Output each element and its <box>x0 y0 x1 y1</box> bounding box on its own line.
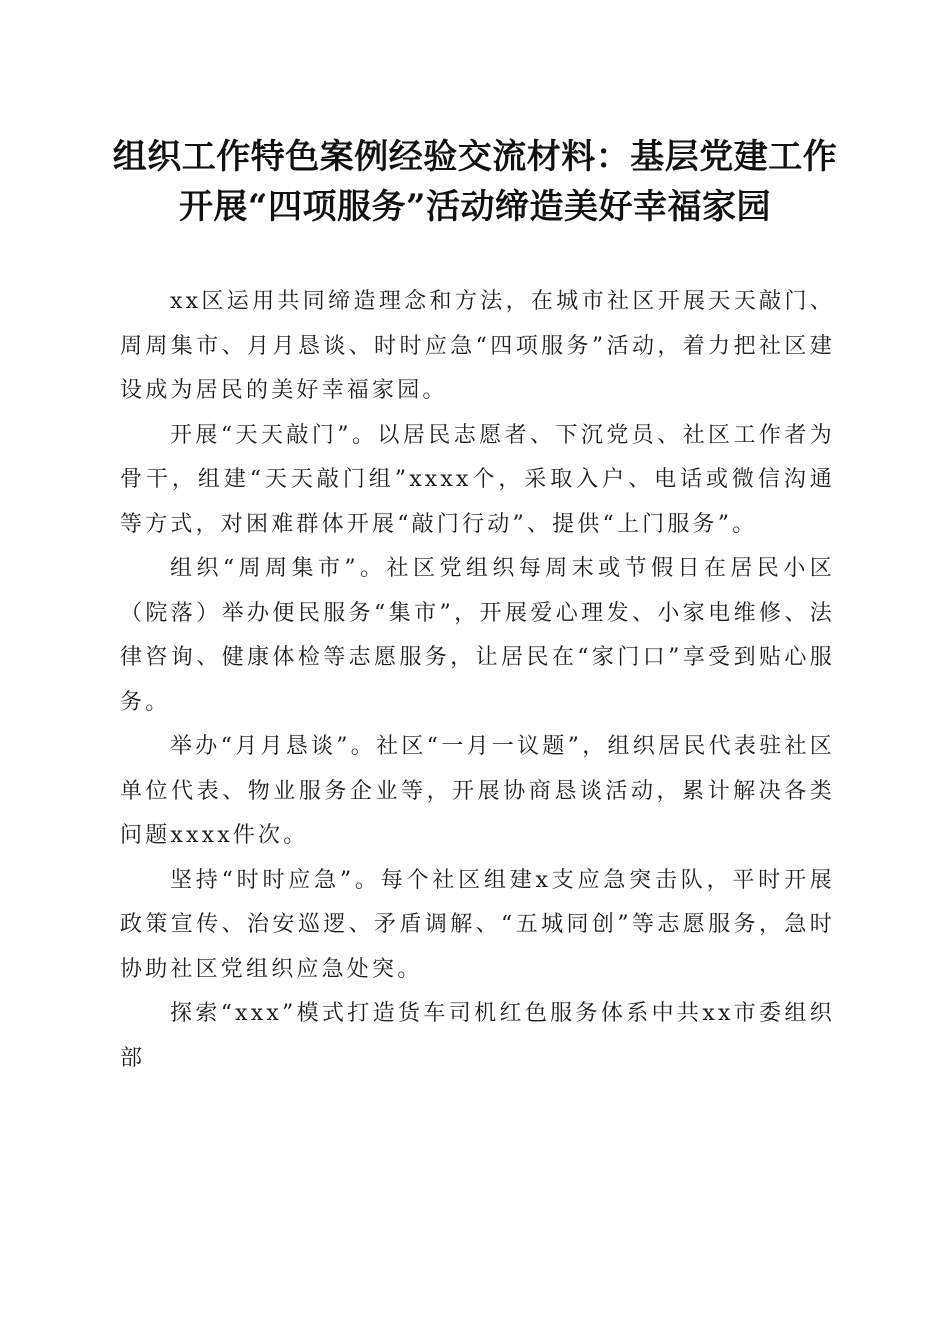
paragraph-monthly-talk: 举办“月月恳谈”。社区“一月一议题”，组织居民代表驻社区单位代表、物业服务企业等，开展协商恳谈活动，累计解决各类问题xxxx件次。 <box>120 734 835 848</box>
paragraph-weekly-market: 组织“周周集市”。社区党组织每周末或节假日在居民小区（院落）举办便民服务“集市”，开展爱心理发、小家电维修、法律咨询、健康体检等志愿服务，让居民在“家门口”享受到贴心服务。 <box>120 556 835 715</box>
paragraph-next-case: 探索“xxx”模式打造货车司机红色服务体系中共xx市委组织部 <box>120 1001 835 1071</box>
paragraph-daily-knock: 开展“天天敲门”。以居民志愿者、下沉党员、社区工作者为骨干，组建“天天敲门组”xxxx个，采取入户、电话或微信沟通等方式，对困难群体开展“敲门行动”、提供“上门服务”。 <box>120 422 835 537</box>
paragraph-intro: xx区运用共同缔造理念和方法，在城市社区开展天天敲门、周周集市、月月恳谈、时时应急“四项服务”活动，着力把社区建设成为居民的美好幸福家园。 <box>120 289 835 403</box>
document-body <box>120 280 835 1081</box>
paragraph-emergency: 坚持“时时应急”。每个社区组建x支应急突击队，平时开展政策宣传、治安巡逻、矛盾调解、“五城同创”等志愿服务，急时协助社区党组织应急处突。 <box>120 867 835 982</box>
document-title: 组织工作特色案例经验交流材料：基层党建工作开展“四项服务”活动缔造美好幸福家园 <box>112 137 838 227</box>
